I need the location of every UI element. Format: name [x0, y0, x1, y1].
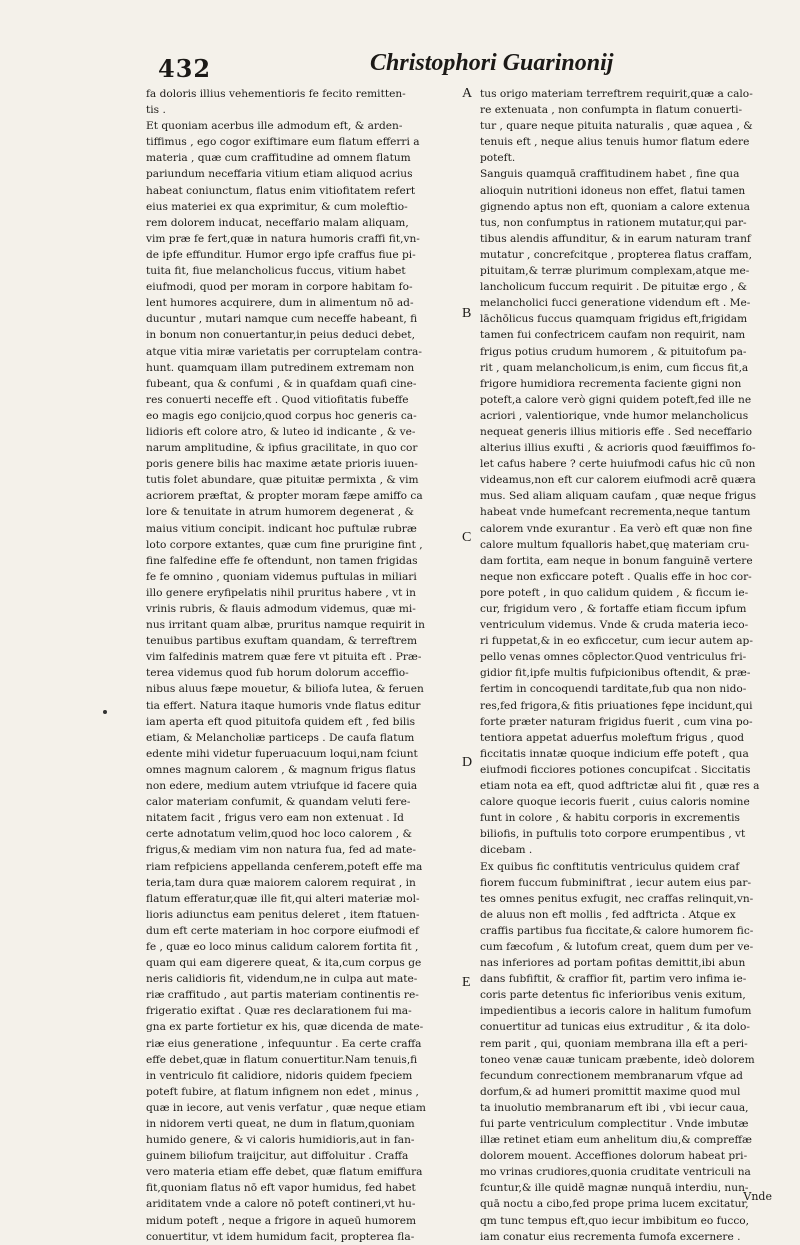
text-line: lore & tenuitate in atrum humorem degenerat , & [146, 506, 414, 519]
text-line: fit,quoniam flatus nō eft vapor humidus, fed habet [146, 1182, 416, 1195]
margin-letter: E [462, 975, 471, 990]
text-line: frigus,& mediam vim non natura fua, fed ad mate- [146, 844, 417, 857]
text-line: in ventriculo fit calidiore, nidoris quidem fpeciem [146, 1069, 413, 1082]
text-line: materia , quæ cum craffitudine ad omnem flatum [146, 152, 411, 165]
text-line: riam refpiciens appellanda cenferem,poteft effe ma [146, 860, 423, 873]
text-line: tamen fui confectricem caufam non requirit, nam [480, 329, 746, 342]
text-line: fui parte ventriculum complectitur . Vnde imbutæ [480, 1118, 749, 1130]
text-line: tes omnes penitus exfugit, nec craffas relinquit,vn- [480, 892, 754, 905]
text-line: teria,tam dura quæ maiorem calorem requirat , in [146, 876, 416, 889]
text-line: conuertitur ad tunicas eius extruditur , & ita dolo- [480, 1021, 750, 1034]
text-line: poteft,a calore verò gigni quidem poteft,fed ille ne [480, 393, 752, 406]
text-line: neque non exficcare poteft . Qualis effe in hoc cor- [480, 570, 752, 583]
text-line: effe debet,quæ in flatum conuertitur.Nam tenuis,fi [146, 1053, 418, 1066]
catchword: Vnde [743, 1190, 772, 1203]
text-line: habeat vnde humefcant recrementa,neque tantum [480, 506, 751, 519]
text-line: pariundum neceffaria vitium etiam aliquod acrius [146, 168, 413, 181]
text-line: dam fortita, eam neque in bonum fanguinē vertere [480, 554, 753, 567]
text-line: cum fæcofum , & lutofum creat, quem dum per ve- [480, 940, 754, 953]
text-line: maius vitium concipit. indicant hoc puftulæ rubræ [146, 522, 417, 535]
text-line: re extenuata , non confumpta in flatum conuerti- [480, 104, 743, 117]
text-line: lioris adiunctus eam penitus deleret , item ftatuen- [146, 908, 420, 921]
text-line: let cafus habere ? certe huiufmodi cafus hic cū non [480, 458, 756, 471]
text-line: lidioris eft colore atro, & luteo id indicante , & ve- [146, 425, 416, 438]
text-line: fe , quæ eo loco minus calidum calorem fortita fit , [146, 940, 419, 953]
text-line: gidior fit,ipfe multis fufpicionibus oftendit, & præ- [480, 667, 751, 680]
text-line: alioquin nutritioni idoneus non effet, flatui tamen [480, 184, 746, 197]
margin-letter: D [462, 755, 473, 770]
text-line: nequeat generis illius mitioris effe . Sed neceffario [480, 425, 753, 438]
text-line: nibus aluus fæpe mouetur, & biliofa lutea, & feruen [146, 683, 424, 696]
text-line: tenuis eft , neque alius tenuis humor flatum edere [480, 136, 750, 149]
text-line: nitatem facit , frigus vero eam non extenuat . Id [146, 812, 404, 825]
text-line: lent humores acquirere, dum in alimentum nō ad- [146, 297, 414, 310]
text-line: illæ retinet etiam eum anhelitum diu,& compreffæ [480, 1134, 752, 1147]
text-line: de ipfe effunditur. Humor ergo ipfe craffus fiue pi- [146, 248, 416, 261]
text-line: rem parit , qui, quoniam membrana illa eft a peri- [480, 1037, 748, 1050]
running-head: Christophori Guarinonij [370, 50, 614, 76]
text-line: fa doloris illius vehementioris fe fecito remitten- [146, 88, 406, 100]
text-line: conuertitur, vt idem humidum facit, propterea fla- [146, 1230, 415, 1243]
page-header [0, 44, 800, 84]
text-line: fiorem fuccum fubminiftrat , iecur autem eius par- [480, 876, 752, 889]
text-line: ta inuolutio membranarum eft ibi , vbi iecur caua, [480, 1101, 749, 1114]
text-line: poris genere bilis hac maxime ætate prioris iuuen- [146, 458, 418, 471]
text-line: acriorem præftat, & propter moram fæpe amiffo ca [146, 490, 423, 503]
text-line: in nidorem verti queat, ne dum in flatum,quoniam [146, 1118, 415, 1130]
text-line: res conuerti neceffe eft . Quod vitiofitatis fubeffe [146, 393, 409, 406]
text-line: calor materiam confumit, & quandam veluti fere- [146, 796, 411, 809]
text-line: ficcitatis innatæ quoque indicium effe poteft , qua [480, 747, 749, 760]
text-line: funt in colore , & habitu corporis in excrementis [480, 812, 740, 825]
text-line: tenuibus partibus exuftam quandam, & terreftrem [146, 635, 418, 648]
text-line: midum poteft , neque a frigore in aqueū humorem [146, 1214, 417, 1227]
text-line: vim præ fe fert,quæ in natura humoris craffi fit,vn- [146, 232, 420, 245]
text-line: habeat coniunctum, flatus enim vitiofitatem refert [146, 184, 416, 197]
text-line: Sanguis quamquā craffitudinem habet , fine qua [480, 168, 740, 181]
text-line: tur , quare neque pituita naturalis , quæ aquea , & [480, 120, 753, 133]
text-line: pore poteft , in quo calidum quidem , & ficcum ie- [480, 586, 749, 599]
text-line: rit , quam melancholicum,is enim, cum ficcus fit,a [480, 361, 749, 374]
text-line: quæ in iecore, aut venis verfatur , quæ neque etiam [146, 1101, 426, 1114]
margin-letter: B [462, 306, 472, 321]
text-line: pello venas omnes cōplector.Quod ventriculus fri- [480, 651, 747, 664]
text-line: toneo venæ cauæ tunicam præbente, ideò dolorem [480, 1053, 755, 1066]
text-line: calore quoque iecoris fuerit , cuius caloris nomine [480, 796, 750, 809]
text-line: terea videmus quod fub horum dolorum acceffio- [146, 667, 409, 680]
text-line: eius materiei ex qua exprimitur, & cum moleftio- [146, 200, 408, 213]
text-line: ventriculum videmus. Vnde & cruda materia ieco- [480, 619, 749, 632]
text-line: vim falfedinis matrem quæ fere vt pituita eft . Præ- [146, 651, 422, 664]
text-line: melancholici fucci generatione videndum eft . Me- [480, 297, 751, 310]
text-line: impedientibus a iecoris calore in halitum fumofum [480, 1005, 752, 1018]
text-line: narum amplitudine, & ipfius gracilitate, in quo cor [146, 442, 418, 455]
text-line: tibus alendis affunditur, & in earum naturam tranf [480, 232, 751, 245]
margin-letter: C [462, 530, 472, 545]
text-line: vrinis rubris, & flauis admodum videmus, quæ mi- [146, 603, 416, 615]
text-line: dicebam . [480, 844, 533, 857]
text-line: certe adnotatum velim,quod hoc loco calorem , & [146, 828, 412, 841]
text-line: dorfum,& ad humeri promittit maxime quod mul [480, 1085, 741, 1098]
text-line: coris parte detentus fic inferioribus venis exitum, [480, 989, 746, 1002]
text-line: tus origo materiam terreftrem requirit,quæ a calo- [480, 88, 753, 100]
text-line: dolorem mouent. Acceffiones dolorum habeat pri- [480, 1150, 748, 1163]
text-line: tutis folet abundare, quæ pituitæ permixta , & vim [146, 474, 419, 487]
text-line: pituitam,& terræ plurimum complexam,atque me- [480, 265, 750, 278]
text-line: mus. Sed aliam aliquam caufam , quæ neque frigus [480, 490, 757, 503]
text-line: gna ex parte fortietur ex his, quæ dicenda de mate- [146, 1021, 424, 1034]
text-line: poteft fubire, at flatum infignem non edet , minus , [146, 1085, 419, 1098]
text-line: quā noctu a cibo,fed prope prima lucem excitatur, [480, 1198, 749, 1211]
text-line: tiffimus , ego cogor exiftimare eum flatum efferri a [146, 136, 420, 149]
text-line: calore multum fqualloris habet,quę materiam cru- [480, 538, 750, 551]
text-line: fertim in concoquendi tarditate,fub qua non nido- [480, 683, 747, 696]
text-line: ariditatem vnde a calore nō poteft contineri,vt hu- [146, 1198, 416, 1211]
text-line: Ex quibus fic conftitutis ventriculus quidem craf [480, 860, 740, 873]
ink-dot [103, 710, 107, 714]
text-line: cur, frigidum vero , & fortaffe etiam ficcum ipfum [480, 603, 747, 615]
text-line: lāchōlicus fuccus quamquam frigidus eft,frigidam [480, 313, 748, 326]
text-line: de aluus non eft mollis , fed adftricta . Atque ex [480, 908, 736, 921]
text-line: iam conatur eius recrementa fumofa excernere . [480, 1230, 741, 1243]
text-line: fine falfedine effe fe oftendunt, non tamen frigidas [146, 554, 418, 567]
text-line: atque vitia miræ varietatis per corruptelam contra- [146, 345, 422, 358]
text-line: frigore humidiora recrementa faciente gigni non [480, 377, 742, 390]
text-line: mutatur , concrefcitque , propterea flatus craffam, [480, 248, 752, 261]
text-line: riæ craffitudo , aut partis materiam continentis re- [146, 989, 419, 1002]
text-line: poteft. [480, 152, 516, 165]
text-line: alterius illius exufti , & acrioris quod fæuiffimos fo- [480, 442, 756, 455]
margin-letter: A [462, 86, 473, 101]
text-line: tentiora appetat aduerfus moleftum frigus , quod [480, 731, 745, 744]
text-line: lancholicum fuccum requirit . De pituitæ ergo , & [480, 281, 747, 294]
text-line: mo vrinas crudiores,quonia cruditate ventriculi na [480, 1166, 751, 1179]
text-line: omnes magnum calorem , & magnum frigus flatus [146, 763, 416, 776]
text-line: ri fuppetat,& in eo exficcetur, cum iecur autem ap- [480, 635, 753, 648]
right-text-column [480, 86, 790, 1243]
text-line: videamus,non eft cur calorem eiufmodi acrē quæra [480, 474, 756, 487]
text-line: dans fubfiftit, & craffior fit, partim vero infima ie- [480, 973, 747, 986]
text-line: vero materia etiam effe debet, quæ flatum emiffura [146, 1166, 423, 1179]
text-line: gignendo aptus non eft, quoniam a calore extenua [480, 200, 751, 213]
text-line: fubeant, qua & confumi , & in quafdam quafi cine- [146, 377, 417, 390]
text-line: tia effert. Natura itaque humoris vnde flatus editur [146, 699, 421, 712]
text-line: acriori , valentiorique, vnde humor melancholicus [480, 409, 749, 422]
text-line: tus, non confumptus in rationem mutatur,qui par- [480, 216, 747, 229]
text-line: qm tunc tempus eft,quo iecur imbibitum eo fucco, [480, 1214, 750, 1227]
text-line: quam qui eam digerere queat, & ita,cum corpus ge [146, 957, 422, 970]
text-line: in bonum non conuertantur,in peius deduci debet, [146, 329, 415, 342]
text-line: etiam, & Melancholiæ particeps . De caufa flatum [146, 731, 415, 744]
text-line: frigus potius crudum humorem , & pituitofum pa- [480, 345, 747, 358]
text-line: eo magis ego conijcio,quod corpus hoc generis ca- [146, 409, 417, 422]
text-line: nas inferiores ad portam pofitas demittit,ibi abun [480, 957, 746, 970]
text-line: eiufmodi, quod per moram in corpore habitam fo- [146, 281, 413, 294]
text-line: riæ eius generatione , infequuntur . Ea certe craffa [146, 1037, 422, 1050]
text-line: tuita fit, fiue melancholicus fuccus, vitium habet [146, 265, 406, 278]
text-line: biliofis, in puftulis toto corpore erumpentibus , vt [480, 828, 746, 841]
text-line: guinem biliofum traijcitur, aut diffoluitur . Craffa [146, 1150, 409, 1163]
text-line: dum eft certe materiam in hoc corpore eiufmodi ef [146, 924, 419, 937]
text-line: ducuntur , mutari namque cum neceffe habeant, fi [146, 313, 418, 326]
page-number: 432 [158, 54, 212, 83]
text-line: eiufmodi ficciores potiones concupifcat . Siccitatis [480, 763, 751, 776]
text-line: etiam nota ea eft, quod adftrictæ alui fit , quæ res a [480, 780, 760, 793]
text-line: fe fe omnino , quoniam videmus puftulas in miliari [146, 570, 417, 583]
text-line: flatum efferatur,quæ ille fit,qui alteri materiæ mol- [146, 892, 420, 905]
text-line: nus irritant quam albæ, pruritus namque requirit in [146, 619, 425, 632]
text-line: illo genere eryfipelatis nihil pruritus habere , vt in [146, 586, 416, 599]
text-line: fecundum conrectionem membranarum vfque ad [480, 1069, 743, 1082]
text-line: hunt. quamquam illam putredinem extremam non [146, 361, 415, 374]
text-line: neris calidioris fit, videndum,ne in culpa aut mate- [146, 973, 418, 986]
text-line: non edere, medium autem vtriufque id facere quia [146, 780, 418, 793]
text-line: rem dolorem inducat, neceffario malam aliquam, [146, 216, 409, 229]
text-line: calorem vnde exurantur . Ea verò eft quæ non fine [480, 522, 753, 535]
text-line: forte præter naturam frigidus fuerit , cum vina po- [480, 715, 753, 728]
text-line: res,fed frigora,& fitis priuationes fępe incidunt,qui [480, 699, 753, 712]
text-line: frigeratio exiftat . Quæ res declarationem fui ma- [146, 1005, 412, 1018]
left-text-column [146, 86, 451, 1243]
text-line: iam aperta eft quod pituitofa quidem eft , fed bilis [146, 715, 416, 728]
text-line: tis . [146, 104, 166, 117]
text-line: edente mihi videtur fuperuacuum loqui,nam fciunt [146, 747, 418, 760]
text-line: humido genere, & vi caloris humidioris,aut in fan- [146, 1134, 415, 1147]
text-line: Et quoniam acerbus ille admodum eft, & arden- [146, 120, 403, 133]
text-line: loto corpore extantes, quæ cum fine prurigine fint , [146, 538, 423, 551]
text-line: craffis partibus fua ficcitate,& calore humorem fic- [480, 924, 754, 937]
text-line: fcuntur,& ille quidē magnæ nunquā interdiu, nun- [480, 1182, 749, 1195]
